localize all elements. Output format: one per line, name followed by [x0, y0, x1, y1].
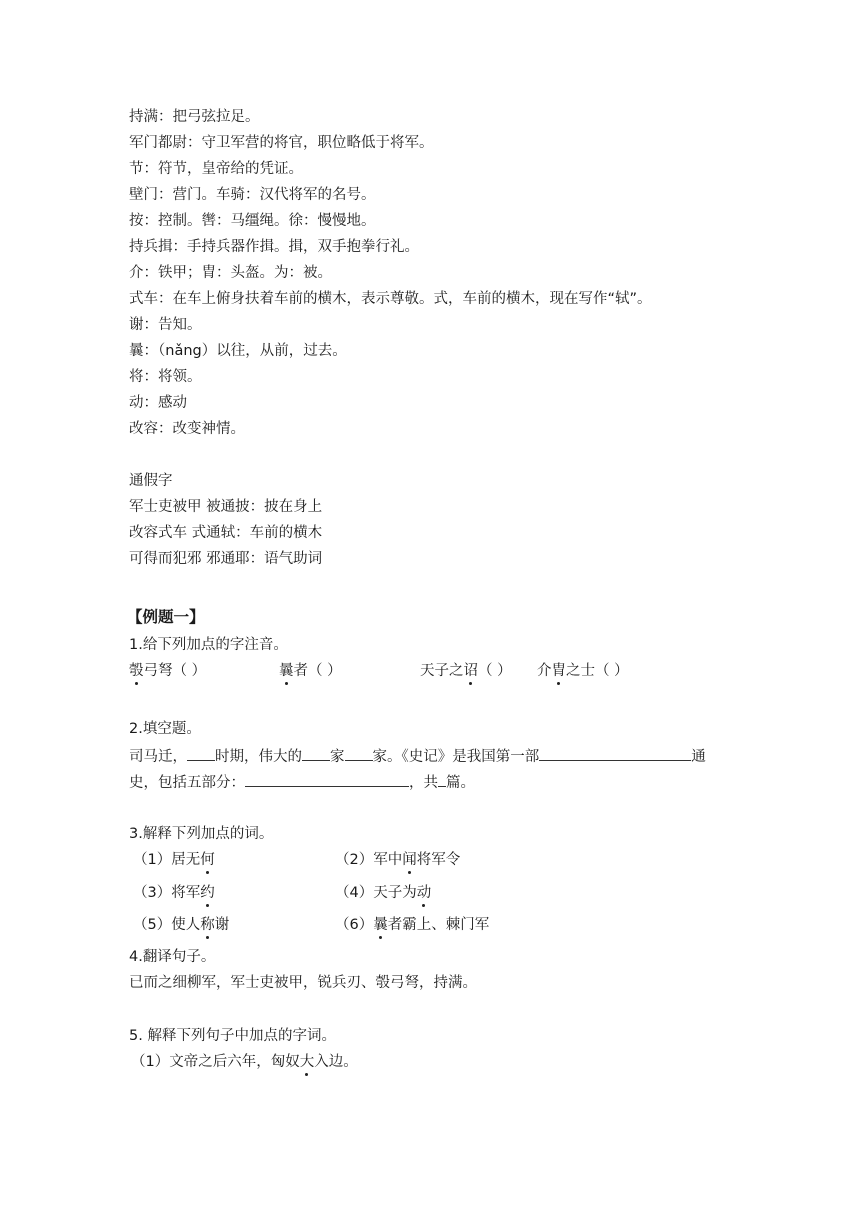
q1-item: 彀弓弩（ ）: [129, 663, 207, 679]
glossary-item: 壁门：营门。车骑：汉代将军的名号。: [129, 187, 376, 203]
glossary-item: 按：控制。辔：马缰绳。徐：慢慢地。: [129, 213, 376, 229]
q1-title: 1.给下列加点的字注音。: [129, 637, 288, 653]
fill-blank[interactable]: [345, 746, 373, 761]
tongjia-item: 军士吏被甲 被通披：披在身上: [129, 499, 323, 515]
glossary-item: 曩：（nǎng）以往，从前，过去。: [129, 343, 347, 359]
glossary-item: 军门都尉：守卫军营的将官，职位略低于将军。: [129, 135, 434, 151]
glossary-item: 改容：改变神情。: [129, 421, 245, 437]
q2-title: 2.填空题。: [129, 721, 201, 737]
glossary-item: 节：符节，皇帝给的凭证。: [129, 161, 303, 177]
fill-blank[interactable]: [187, 746, 215, 761]
q5-item: （1）文帝之后六年，匈奴大入边。: [131, 1054, 358, 1070]
glossary-item: 持兵揖：手持兵器作揖。揖，双手抱拳行礼。: [129, 239, 419, 255]
fill-blank[interactable]: [302, 746, 330, 761]
q1-item: 曩者（ ）: [279, 663, 342, 679]
q3-item: （3）将军约: [133, 885, 215, 901]
q3-item: （2）军中闻将军令: [335, 852, 461, 868]
glossary-item: 将：将领。: [129, 369, 202, 385]
glossary-item: 动：感动: [129, 395, 187, 411]
fill-blank[interactable]: [245, 772, 409, 787]
tongjia-title: 通假字: [129, 473, 173, 489]
fill-blank[interactable]: [438, 772, 446, 787]
fill-blank[interactable]: [539, 746, 691, 761]
glossary-item: 谢：告知。: [129, 317, 202, 333]
tongjia-item: 改容式车 式通轼：车前的横木: [129, 525, 323, 541]
q3-title: 3.解释下列加点的词。: [129, 826, 274, 842]
glossary-item: 持满：把弓弦拉足。: [129, 109, 260, 125]
glossary-item: 介：铁甲；胄：头盔。为：被。: [129, 265, 332, 281]
q2-line-1: 司马迁， 时期，伟大的 家 家。《史记》是我国第一部 通: [129, 746, 706, 767]
q1-item: 介胄之士（ ）: [537, 663, 629, 679]
q3-item: （4）天子为动: [335, 885, 432, 901]
q3-item: （1）居无何: [133, 852, 215, 868]
q3-item: （5）使人称谢: [133, 917, 230, 933]
q5-title: 5. 解释下列句子中加点的字词。: [129, 1028, 336, 1044]
example-heading: 【例题一】: [127, 608, 205, 626]
q4-title: 4.翻译句子。: [129, 949, 216, 965]
tongjia-item: 可得而犯邪 邪通耶：语气助词: [129, 551, 323, 567]
q2-line-2: 史，包括五部分： ，共 篇。: [129, 772, 475, 793]
q4-sentence: 已而之细柳军，军士吏被甲，锐兵刃、彀弓弩，持满。: [129, 975, 477, 991]
q1-item: 天子之诏（ ）: [420, 663, 512, 679]
q3-item: （6）曩者霸上、棘门军: [335, 917, 490, 933]
glossary-item: 式车：在车上俯身扶着车前的横木，表示尊敬。式，车前的横木，现在写作“轼”。: [129, 291, 652, 307]
